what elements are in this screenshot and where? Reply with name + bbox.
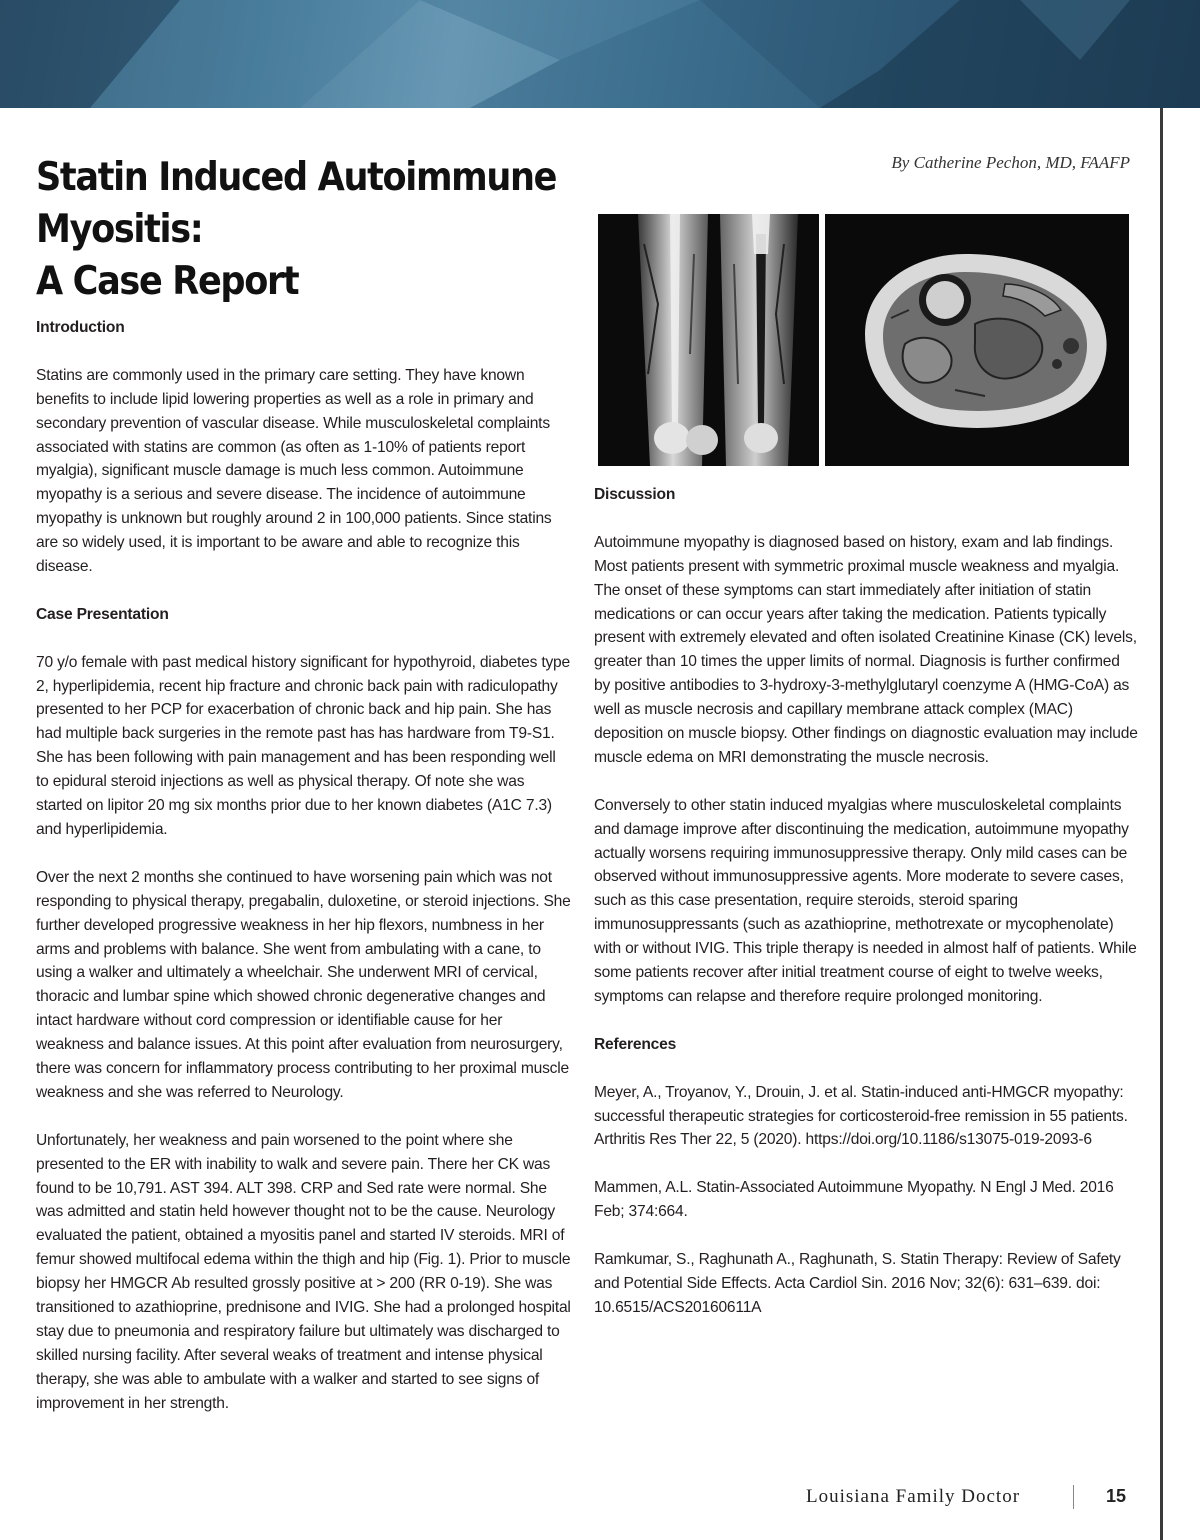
- case-paragraph-3: Unfortunately, her weakness and pain worsened to the point where she presented to the ER with inability to walk and severe pain. There her CK was found to be 10,791. AST 394. ALT 398. CRP and Sed rate were normal. She was admitted and statin held however thought not to be the cause. Neurology evaluated the patient, obtained a myositis panel and started IV steroids. MRI of femur showed multifocal edema within the thigh and hip (Fig. 1). Prior to muscle biopsy her HMGCR Ab resulted grossly positive at > 200 (RR 0-19). She was transitioned to azathioprine, prednisone and IVIG. She had a prolonged hospital stay due to pneumonia and respiratory failure but ultimately was discharged to skilled nursing facility. After several weaks of treatment and intense physical therapy, she was able to ambulate with a walker and started to see signs of improvement in her strength.: [36, 1131, 571, 1412]
- author-byline: By Catherine Pechon, MD, FAAFP: [891, 153, 1130, 172]
- title-line-2: A Case Report: [36, 259, 299, 304]
- discussion-paragraph-1: Autoimmune myopathy is diagnosed based on history, exam and lab findings. Most patients present with symmetric proximal muscle weakness and myalgia. The onset of these symptoms can start immediately after initiation of statin medications or can occur years after taking the medication. Patients typically present with extremely elevated and often isolated Creatinine Kinase (CK) levels, greater than 10 times the upper limits of normal. Diagnosis is further confirmed by positive antibodies to 3-hydroxy-3-methylglutaryl coenzyme A (HMG-CoA) as well as muscle necrosis and capillary membrane attack complex (MAC) deposition on muscle biopsy. Other findings on diagnostic evaluation may include muscle edema on MRI demonstrating the muscle necrosis.: [594, 533, 1138, 766]
- discussion-heading: Discussion: [594, 486, 676, 503]
- case-presentation-heading: Case Presentation: [36, 605, 169, 623]
- publication-name: Louisiana Family Doctor: [806, 1486, 1021, 1507]
- case-paragraph-2: Over the next 2 months she continued to have worsening pain which was not responding to physical therapy, pregabalin, duloxetine, or steroid injections. She further developed progressive weakness in her hip flexors, numbness in her arms and problems with balance. She went from ambulating with a cane, to using a walker and ultimately a wheelchair. She underwent MRI of cervical, thoracic and lumbar spine which showed chronic degenerative changes and intact hardware without cord compression or identifiable cause for her weakness and balance issues. At this point after evaluation from neurosurgery, there was concern for inflammatory process contributing to her proximal muscle weakness and she was referred to Neurology.: [36, 868, 571, 1101]
- right-column: [594, 483, 1139, 1320]
- references-heading: References: [594, 1035, 677, 1053]
- header-banner: [0, 0, 1200, 108]
- banner-polygon-pattern: [0, 0, 1200, 108]
- discussion-paragraph-2: Conversely to other statin induced myalgias where musculoskeletal complaints and damage improve after discontinuing the medication, autoimmune myopathy actually worsens requiring immunosuppressive therapy. Only mild cases can be observed without immunosuppressive agents. More moderate to severe cases, such as this case presentation, require steroids, steroid sparing immunosuppressants (such as azathioprine, methotrexate or mycophenolate) with or without IVIG. This triple therapy is needed in almost half of patients. While some patients recover after initial treatment course of eight to twelve weeks, symptoms can relapse and therefore require prolonged monitoring.: [594, 796, 1137, 1005]
- left-column: [36, 316, 571, 1416]
- introduction-paragraph: Statins are commonly used in the primary care setting. They have known benefits to include lipid lowering properties as well as a role in primary and secondary prevention of vascular disease. While musculoskeletal complaints associated with statins are common (as often as 1-10% of patients report myalgia), significant muscle damage is much less common. Autoimmune myopathy is a serious and severe disease. The incidence of autoimmune myopathy is unknown but roughly around 2 in 100,000 patients. Since statins are so widely used, it is important to be aware and able to recognize this disease.: [36, 366, 552, 576]
- title-line-1: Statin Induced Autoimmune Myositis:: [36, 155, 557, 252]
- mri-axial-thigh-image: [825, 214, 1129, 466]
- mri-figure: [598, 214, 1129, 466]
- page-edge-rule: [1160, 108, 1163, 1540]
- mri-coronal-femur-image: [598, 214, 819, 466]
- introduction-heading: Introduction: [36, 319, 125, 336]
- reference-3: Ramkumar, S., Raghunath A., Raghunath, S. Statin Therapy: Review of Safety and Potential Side Effects. Acta Cardiol Sin. 2016 Nov; 32(6): 631–639. doi: 10.6515/ACS20160611A: [594, 1250, 1121, 1316]
- case-paragraph-1: 70 y/o female with past medical history significant for hypothyroid, diabetes type 2, hyperlipidemia, recent hip fracture and chronic back pain with radiculopathy presented to her PCP for exacerbation of chronic back and hip pain. She has had multiple back surgeries in the remote past has has hardware from T9-S1. She has been following with pain management and has been responding well to epidural steroid injections as well as physical therapy. Of note she was started on lipitor 20 mg six months prior due to her known diabetes (A1C 7.3) and hyperlipidemia.: [36, 653, 570, 838]
- footer-divider: [1073, 1485, 1074, 1509]
- page-number: 15: [1106, 1486, 1127, 1506]
- reference-2: Mammen, A.L. Statin-Associated Autoimmune Myopathy. N Engl J Med. 2016 Feb; 374:664.: [594, 1179, 1114, 1221]
- reference-1: Meyer, A., Troyanov, Y., Drouin, J. et al. Statin-induced anti-HMGCR myopathy: successful therapeutic strategies for corticosteroid-free remission in 55 patients. Arthritis Res Ther 22, 5 (2020). https://doi.org/10.1186/s13075-019-2093-6: [594, 1083, 1128, 1149]
